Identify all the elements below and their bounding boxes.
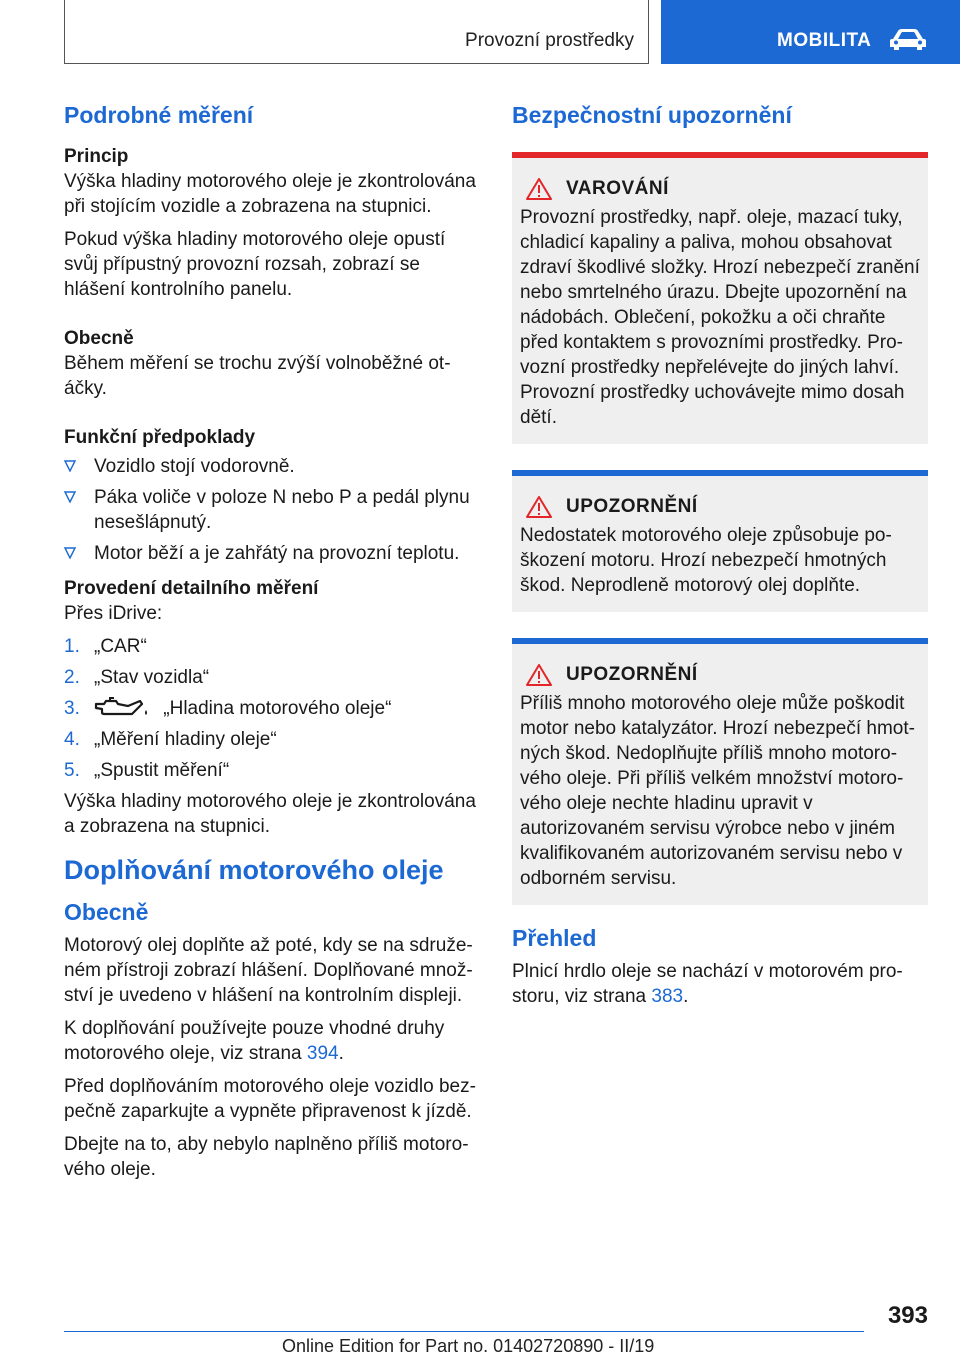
- list-item: Vozidlo stojí vodorovně.: [64, 454, 484, 479]
- step-item: 3. „Hladina motorového oleje“: [64, 698, 392, 719]
- header-tab-mobility: [661, 0, 960, 64]
- caution-box: [512, 638, 928, 905]
- list-item: Motor běží a je zahřátý na provozní teplotu.: [64, 541, 484, 566]
- refill-paragraph-2: K doplňování používejte pouze vhodné druhy motorového oleje, viz strana 394.: [64, 1018, 445, 1064]
- page-link-394[interactable]: 394: [306, 1043, 339, 1064]
- principle-paragraph-2: Pokud výška hladiny motorového oleje opustí svůj přípustný provozní rozsah, zobrazí se hlášení kontrolního panelu.: [64, 229, 446, 300]
- caution-triangle-icon: [526, 663, 552, 687]
- overview-paragraph: Plnicí hrdlo oleje se nachází v motorovém prostoru, viz strana 383.: [512, 961, 903, 1007]
- step-item: 2. „Stav vozidla“: [64, 667, 210, 688]
- car-icon: [889, 27, 927, 51]
- general-heading: Obecně: [64, 328, 134, 349]
- footer-edition: Online Edition for Part no. 01402720890 - II/19: [282, 1336, 655, 1356]
- refill-subtitle-general: Obecně: [64, 899, 149, 925]
- section-title-detailed-measurement: Podrobné měření: [64, 102, 254, 128]
- warning-title: VAROVÁNÍ: [566, 178, 669, 199]
- procedure-steps: [64, 634, 484, 783]
- section-title-overview: Přehled: [512, 925, 597, 951]
- warning-box: [512, 152, 928, 444]
- warning-triangle-icon: [526, 177, 552, 201]
- refill-paragraph-4: Dbejte na to, aby nebylo naplněno příliš motorového oleje.: [64, 1134, 469, 1180]
- caution-title: UPOZORNĚNÍ: [566, 664, 698, 685]
- list-item: Páka voliče v poloze N nebo P a pedál plynu nesešlápnutý.: [64, 485, 484, 535]
- oil-can-icon: [94, 697, 150, 719]
- step-item: 5. „Spustit měření“: [64, 760, 230, 781]
- procedure-heading: Provedení detailního měření: [64, 578, 319, 599]
- footer-divider: [64, 1331, 864, 1332]
- section-title-safety-notes: Bezpečnostní upozornění: [512, 102, 792, 128]
- procedure-result: Výška hladiny motorového oleje je zkontrolována a zobrazena na stupnici.: [64, 791, 476, 837]
- warning-text: Provozní prostředky, např. oleje, mazací tuky, chladicí kapaliny a paliva, mohou obsahovat zdraví škodlivé složky. Hrozí nebezpečí zranění nebo smrtelného úrazu. Dbejte upozornění na nádobách. Oblečení, pokožku a oči chraňte před kontaktem s provozními prostředky. Provozní prostředky nepřelévejte do jiných lahví. Provozní prostředky uchovávejte mimo dosah dětí.: [520, 207, 920, 428]
- principle-paragraph-1: Výška hladiny motorového oleje je zkontrolována při stojícím vozidle a zobrazena na stupnici.: [64, 171, 476, 217]
- refill-paragraph-3: Před doplňováním motorového oleje vozidlo bezpečně zaparkujte a vypněte připravenost k jízdě.: [64, 1076, 476, 1122]
- left-column: [64, 100, 484, 1190]
- caution-triangle-icon: [526, 495, 552, 519]
- prerequisites-heading: Funkční předpoklady: [64, 427, 256, 448]
- principle-heading: Princip: [64, 146, 129, 167]
- caution-text: Příliš mnoho motorového oleje může poškodit motor nebo katalyzátor. Hrozí nebezpečí hmotných škod. Nedoplňujte příliš mnoho motorového oleje. Při příliš velkém množství motorového oleje nechte hladinu upravit v autorizovaném servisu výrobce nebo v jiném kvalifikovaném autorizovaném servisu nebo v odborném servisu.: [520, 693, 915, 889]
- refill-paragraph-1: Motorový olej doplňte až poté, kdy se na sdruženém přístroji zobrazí hlášení. Doplňované množství je uvedeno v hlášení na kontrolním displeji.: [64, 935, 473, 1006]
- caution-box: [512, 470, 928, 612]
- right-column: [512, 100, 928, 1017]
- step-item: 4. „Měření hladiny oleje“: [64, 729, 277, 750]
- header-section-title: Provozní prostředky: [465, 30, 634, 51]
- triangle-bullet-icon: [64, 491, 76, 503]
- section-title-oil-refill: Doplňování motorového oleje: [64, 855, 444, 885]
- caution-title: UPOZORNĚNÍ: [566, 496, 698, 517]
- header-tab-label: MOBILITA: [777, 30, 872, 51]
- general-paragraph: Během měření se trochu zvýší volnoběžné otáčky.: [64, 353, 451, 399]
- caution-text: Nedostatek motorového oleje způsobuje poškození motoru. Hrozí nebezpečí hmotných škod. Neprodleně motorový olej doplňte.: [520, 525, 892, 596]
- prerequisites-list: [64, 454, 484, 566]
- triangle-bullet-icon: [64, 460, 76, 472]
- step-item: 1. „CAR“: [64, 636, 147, 657]
- procedure-intro: Přes iDrive:: [64, 603, 163, 624]
- header-section-box: [64, 0, 649, 64]
- triangle-bullet-icon: [64, 547, 76, 559]
- page-number: 393: [887, 1302, 928, 1329]
- page-link-383[interactable]: 383: [651, 986, 684, 1007]
